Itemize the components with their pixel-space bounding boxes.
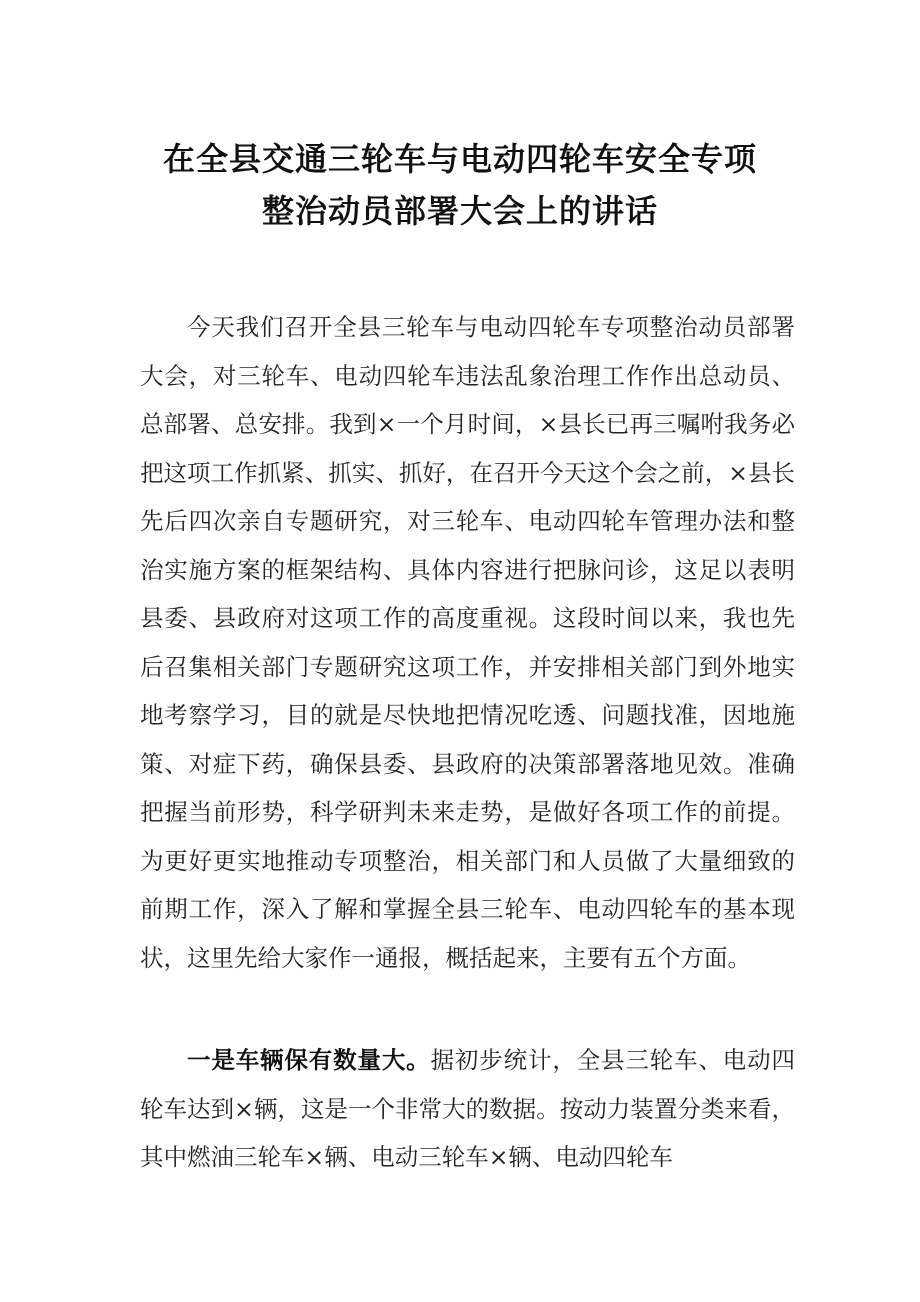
paragraph-point-one-text: 据初步统计，全县三轮车、电动四轮车达到×辆，这是一个非常大的数据。按动力装置分类来看，其中燃油三轮车×辆、电动三轮车×辆、电动四轮车 — [140, 1046, 796, 1171]
paragraph-point-one — [140, 1036, 795, 1182]
document-title-line-2: 整治动员部署大会上的讲话 — [261, 192, 658, 230]
document-title-line-1: 在全县交通三轮车与电动四轮车安全专项 — [162, 140, 757, 178]
paragraph-point-one-lead: 一是车辆保有数量大。 — [187, 1046, 431, 1074]
paragraph-intro: 今天我们召开全县三轮车与电动四轮车专项整治动员部署大会，对三轮车、电动四轮车违法乱象治理工作作出总动员、总部署、总安排。我到×一个月时间，×县长已再三嘱咐我务必把这项工作抓紧、抓实、抓好，在召开今天这个会之前，×县长先后四次亲自专题研究，对三轮车、电动四轮车管理办法和整治实施方案的框架结构、具体内容进行把脉问诊，这足以表明县委、县政府对这项工作的高度重视。这段时间以来，我也先后召集相关部门专题研究这项工作，并安排相关部门到外地实地考察学习，目的就是尽快地把情况吃透、问题找准，因地施策、对症下药，确保县委、县政府的决策部署落地见效。准确把握当前形势，科学研判未来走势，是做好各项工作的前提。为更好更实地推动专项整治，相关部门和人员做了大量细致的前期工作，深入了解和掌握全县三轮车、电动四轮车的基本现状，这里先给大家作一通报，概括起来，主要有五个方面。 — [140, 313, 795, 972]
